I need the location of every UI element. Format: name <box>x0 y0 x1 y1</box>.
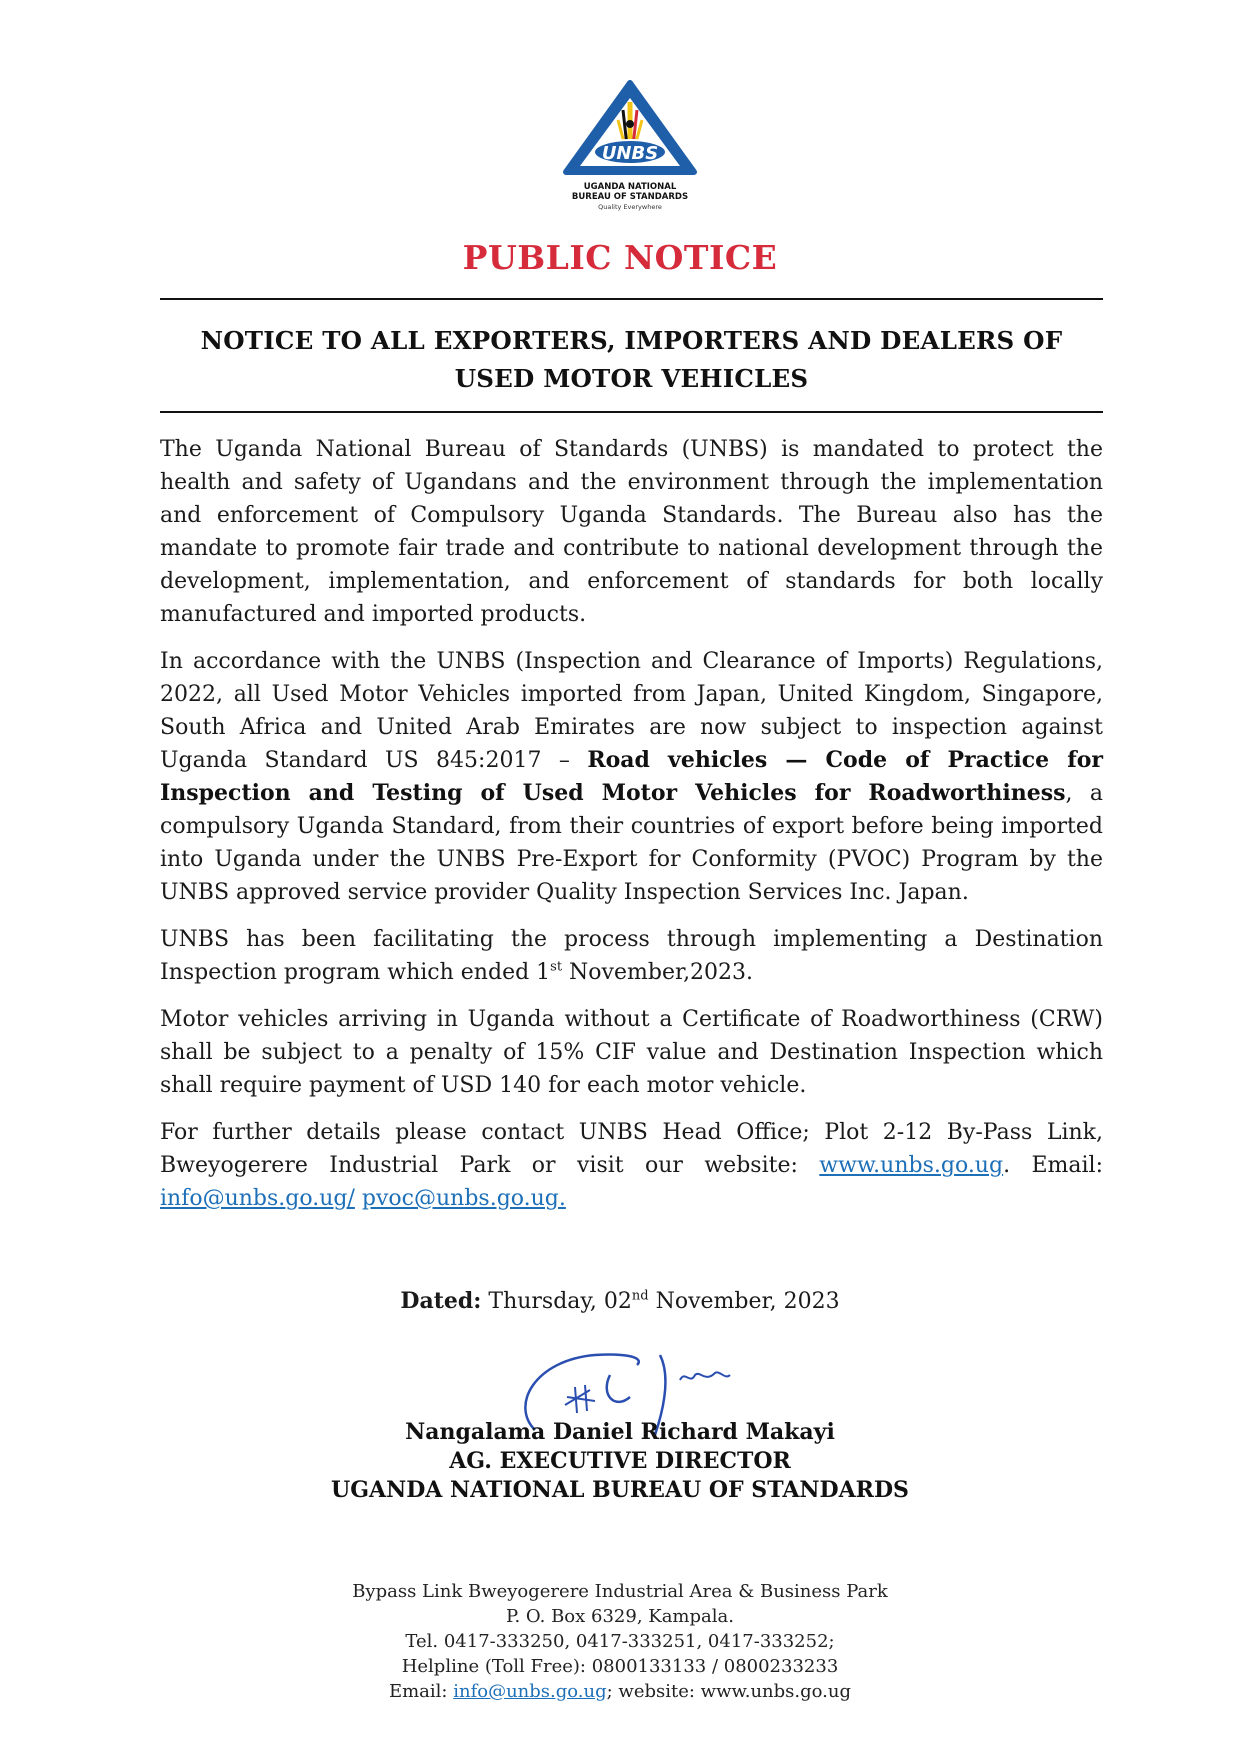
public-notice-heading: PUBLIC NOTICE <box>462 238 778 277</box>
dated-text: Thursday, 02 <box>481 1289 632 1314</box>
paragraph-destination-text-2: November,2023. <box>562 960 754 985</box>
paragraph-penalty: Motor vehicles arriving in Uganda without a Certificate of Roadworthiness (CRW) shall be subject to a penalty of 15% CIF value and Destination Inspection which shall require payment of USD 140 for each motor vehicle. <box>160 1007 1103 1098</box>
paragraph-regulations <box>160 645 1103 909</box>
unbs-logo <box>560 80 700 211</box>
signatory-title: AG. EXECUTIVE DIRECTOR <box>449 1448 791 1474</box>
notice-title <box>160 322 1103 398</box>
dated-ordinal: nd <box>631 1288 649 1304</box>
footer-line-2: P. O. Box 6329, Kampala. <box>506 1606 734 1627</box>
unbs-emblem-icon <box>560 80 700 180</box>
dated-text-2: November, 2023 <box>648 1289 840 1314</box>
dated-label: Dated: <box>400 1288 482 1314</box>
standard-title: Road vehicles — Code of Practice for Inspection and Testing of Used Motor Vehicles for Roadworthiness <box>160 747 1103 806</box>
footer-line-5 <box>0 1679 1240 1704</box>
paragraph-destination-inspection <box>160 923 1103 989</box>
ordinal-suffix: st <box>550 959 563 975</box>
signatory-block <box>0 1418 1240 1505</box>
info-email-link[interactable]: info@unbs.go.ug/ <box>160 1186 355 1211</box>
logo-tagline: Quality Everywhere <box>598 203 662 211</box>
notice-title-line2: USED MOTOR VEHICLES <box>454 364 809 393</box>
logo-abbr: UNBS <box>601 143 659 164</box>
paragraph-mandate: The Uganda National Bureau of Standards (UNBS) is mandated to protect the health and safety of Ugandans and the environment through the implementation and enforcement of Compulsory Uganda Standards. The Bureau also has the mandate to promote fair trade and contribute to national development through the development, implementation, and enforcement of standards for both locally manufactured and imported products. <box>160 437 1103 627</box>
footer-line-1: Bypass Link Bweyogerere Industrial Area & Business Park <box>352 1581 888 1602</box>
bottom-divider <box>160 411 1103 413</box>
footer-address <box>0 1579 1240 1704</box>
signatory-name: Nangalama Daniel Richard Makayi <box>405 1419 835 1445</box>
footer-email-link[interactable]: info@unbs.go.ug <box>453 1681 607 1702</box>
paragraph-contact-text-2: . Email: <box>1003 1153 1103 1178</box>
date-line <box>0 1288 1240 1314</box>
paragraph-contact <box>160 1116 1103 1215</box>
notice-body <box>160 433 1103 1229</box>
signatory-organization: UGANDA NATIONAL BUREAU OF STANDARDS <box>331 1477 909 1503</box>
footer-line-3: Tel. 0417-333250, 0417-333251, 0417-333252; <box>405 1631 835 1652</box>
paragraph-regulations-text-2: , a compulsory Uganda Standard, from their countries of export before being imported into Uganda under the UNBS Pre-Export for Conformity (PVOC) Program by the UNBS approved service provider Quality Inspection Services Inc. Japan. <box>160 781 1103 905</box>
logo-name-line2: BUREAU OF STANDARDS <box>571 192 689 202</box>
pvoc-email-link[interactable]: pvoc@unbs.go.ug. <box>361 1186 566 1211</box>
notice-title-line1: NOTICE TO ALL EXPORTERS, IMPORTERS AND DEALERS OF <box>200 326 1063 355</box>
footer-website-text: ; website: www.unbs.go.ug <box>606 1681 852 1702</box>
website-link[interactable]: www.unbs.go.ug <box>819 1153 1004 1178</box>
logo-name <box>560 182 700 202</box>
paragraph-destination-text: UNBS has been facilitating the process through implementing a Destination Inspection program which ended 1 <box>160 927 1103 985</box>
footer-email-label: Email: <box>388 1681 454 1702</box>
paragraph-regulations-text: In accordance with the UNBS (Inspection and Clearance of Imports) Regulations, 2022, all Used Motor Vehicles imported from Japan, United Kingdom, Singapore, South Africa and United Arab Emirates are now subject to inspection against Uganda Standard US 845:2017 – <box>160 649 1103 773</box>
logo-name-line1: UGANDA NATIONAL <box>583 182 677 192</box>
paragraph-contact-text: For further details please contact UNBS Head Office; Plot 2-12 By-Pass Link, Bweyogerere Industrial Park or visit our website: <box>160 1120 1103 1178</box>
footer-line-4: Helpline (Toll Free): 0800133133 / 0800233233 <box>401 1656 839 1677</box>
top-divider <box>160 298 1103 300</box>
